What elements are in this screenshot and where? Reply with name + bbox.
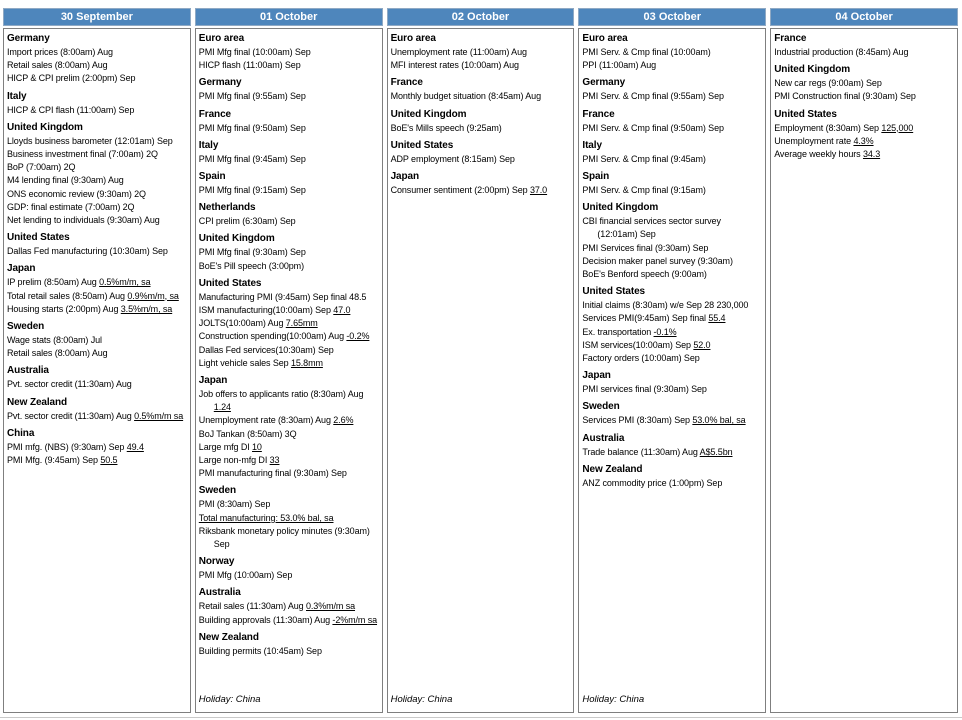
country-heading: United Kingdom xyxy=(198,233,275,245)
event-item: Unemployment rate (8:30am) Aug 2.6% xyxy=(198,415,354,426)
country-group xyxy=(7,320,188,360)
country-heading: Japan xyxy=(582,370,611,382)
country-group xyxy=(7,364,188,391)
day-body-2 xyxy=(387,28,575,713)
event-item: Building permits (10:45am) Sep xyxy=(198,645,322,656)
country-heading: United States xyxy=(390,139,454,151)
country-heading: Norway xyxy=(198,556,235,568)
country-heading: Australia xyxy=(582,432,625,444)
country-heading: United States xyxy=(198,277,262,289)
event-item: JOLTS(10:00am) Aug 7.65mm xyxy=(198,318,318,329)
country-heading: United Kingdom xyxy=(7,121,83,133)
country-heading: Japan xyxy=(7,263,36,275)
event-item: Initial claims (8:30am) w/e Sep 28 230,000 xyxy=(582,300,749,311)
country-group xyxy=(391,32,572,72)
country-group xyxy=(199,374,380,480)
event-item: Business investment final (7:00am) 2Q xyxy=(7,149,158,160)
country-group xyxy=(7,396,188,423)
day-header-3: 03 October xyxy=(578,8,766,26)
country-group xyxy=(199,586,380,626)
event-item: Total retail sales (8:50am) Aug 0.9%m/m, sa xyxy=(7,290,179,301)
event-value: 53.0% bal, sa xyxy=(692,415,746,426)
event-value: 47.0 xyxy=(333,305,351,316)
event-item: PMI services final (9:30am) Sep xyxy=(582,384,707,395)
country-group xyxy=(582,108,763,135)
event-item: Job offers to applicants ratio (8:30am) Aug 1.24 xyxy=(198,389,364,413)
country-heading: Germany xyxy=(198,77,242,89)
event-item: PMI Mfg (10:00am) Sep xyxy=(198,570,293,581)
event-value: 33 xyxy=(269,455,280,466)
country-heading: United Kingdom xyxy=(390,108,467,120)
country-group xyxy=(391,76,572,103)
country-group xyxy=(7,32,188,86)
event-item: Lloyds business barometer (12:01am) Sep xyxy=(7,135,173,146)
day-body-4 xyxy=(770,28,958,713)
country-heading: Netherlands xyxy=(198,202,256,214)
country-group xyxy=(199,108,380,135)
country-heading: Euro area xyxy=(582,33,628,44)
event-item: Trade balance (11:30am) Aug A$5.5bn xyxy=(582,446,733,457)
event-item: Retail sales (8:00am) Aug xyxy=(7,348,108,359)
event-item: PMI (8:30am) Sep xyxy=(198,499,271,510)
day-body-0 xyxy=(3,28,191,713)
country-group xyxy=(199,484,380,551)
holiday-note: Holiday: China xyxy=(390,694,453,705)
event-item: Employment (8:30am) Sep 125,000 xyxy=(774,122,914,133)
event-item: PMI manufacturing final (9:30am) Sep xyxy=(198,468,347,479)
event-value: 55.4 xyxy=(708,313,726,324)
event-item: Ex. transportation -0.1% xyxy=(582,326,677,337)
country-heading: Japan xyxy=(198,375,228,387)
event-item: PMI Serv. & Cmp final (9:50am) Sep xyxy=(582,122,724,133)
event-value: 15.8mm xyxy=(290,357,323,368)
event-value: 125,000 xyxy=(881,122,914,133)
event-item: Industrial production (8:45am) Aug xyxy=(774,47,909,57)
event-value: 0.3%m/m sa xyxy=(306,601,356,612)
event-item: CBI financial services sector survey (12:01am) Sep xyxy=(582,216,721,240)
event-value: 50.5 xyxy=(100,455,118,466)
country-group xyxy=(582,285,763,365)
country-heading: Japan xyxy=(390,171,419,183)
event-item: Services PMI(9:45am) Sep final 55.4 xyxy=(582,313,726,324)
event-value: 34.3 xyxy=(862,149,881,160)
event-value: 0.5%m/m sa xyxy=(134,410,184,421)
event-item: Pvt. sector credit (11:30am) Aug xyxy=(7,379,132,390)
event-item: Monthly budget situation (8:45am) Aug xyxy=(390,91,541,102)
country-group xyxy=(774,63,955,103)
country-group xyxy=(199,277,380,370)
event-item: PMI mfg. (NBS) (9:30am) Sep 49.4 xyxy=(7,441,144,452)
country-heading: China xyxy=(7,427,35,439)
event-item: Retail sales (11:30am) Aug 0.3%m/m sa xyxy=(198,601,356,612)
country-heading: Australia xyxy=(7,365,49,377)
event-item: ANZ commodity price (1:00pm) Sep xyxy=(582,477,723,488)
event-item: PMI Mfg final (9:50am) Sep xyxy=(198,122,306,133)
country-heading: New Zealand xyxy=(7,396,68,408)
event-item: BoE's Mills speech (9:25am) xyxy=(390,122,502,133)
event-value: A$5.5bn xyxy=(699,446,733,457)
event-item: PMI Mfg final (9:30am) Sep xyxy=(198,247,306,258)
event-value: 0.5%m/m, sa xyxy=(99,277,151,288)
day-column-1 xyxy=(195,8,383,713)
country-heading: Germany xyxy=(7,33,50,44)
event-item: Factory orders (10:00am) Sep xyxy=(582,353,700,364)
country-heading: New Zealand xyxy=(198,631,259,643)
event-item: Dallas Fed services(10:30am) Sep xyxy=(198,344,334,355)
country-group xyxy=(7,427,188,467)
country-heading: Italy xyxy=(198,139,219,151)
event-item: PMI Mfg. (9:45am) Sep 50.5 xyxy=(7,455,118,466)
event-item: BoP (7:00am) 2Q xyxy=(7,162,76,173)
event-item: PMI Construction final (9:30am) Sep xyxy=(774,91,916,102)
country-group xyxy=(7,90,188,117)
day-header-2: 02 October xyxy=(387,8,575,26)
event-item: Housing starts (2:00pm) Aug 3.5%m/m, sa xyxy=(7,303,173,314)
event-value: Total manufacturing: 53.0% bal, sa xyxy=(198,512,334,523)
country-group xyxy=(582,32,763,72)
event-item: IP prelim (8:50am) Aug 0.5%m/m, sa xyxy=(7,277,151,288)
day-body-1 xyxy=(195,28,383,713)
day-column-2 xyxy=(387,8,575,713)
country-heading: United States xyxy=(774,108,837,120)
day-header-1: 01 October xyxy=(195,8,383,26)
country-heading: France xyxy=(390,77,423,89)
event-value: -2%m/m sa xyxy=(332,614,378,625)
event-item: Light vehicle sales Sep 15.8mm xyxy=(198,357,323,368)
economic-calendar xyxy=(3,8,958,713)
event-value: 1.24 xyxy=(213,402,231,413)
event-item: PMI Mfg final (9:45am) Sep xyxy=(198,153,306,164)
country-heading: United States xyxy=(7,232,70,244)
day-body-3 xyxy=(578,28,766,713)
event-item: M4 lending final (9:30am) Aug xyxy=(7,175,124,186)
event-item: Large non-mfg DI 33 xyxy=(198,455,280,466)
event-item: Decision maker panel survey (9:30am) xyxy=(582,255,733,266)
event-item: BoE's Benford speech (9:00am) xyxy=(582,269,707,280)
country-group xyxy=(582,400,763,427)
event-item: PMI Serv. & Cmp final (10:00am) xyxy=(582,47,711,57)
day-header-0: 30 September xyxy=(3,8,191,26)
event-item: Construction spending(10:00am) Aug -0.2% xyxy=(198,331,370,342)
event-value: 3.5%m/m, sa xyxy=(120,303,173,314)
event-item: ISM manufacturing(10:00am) Sep 47.0 xyxy=(198,305,351,316)
event-item: HICP & CPI prelim (2:00pm) Sep xyxy=(7,73,136,84)
country-group xyxy=(7,262,188,316)
country-heading: France xyxy=(582,108,615,120)
event-value: 52.0 xyxy=(693,339,711,350)
event-item: ISM services(10:00am) Sep 52.0 xyxy=(582,339,711,350)
country-group xyxy=(391,170,572,197)
country-group xyxy=(199,139,380,166)
country-heading: Spain xyxy=(582,171,610,183)
day-column-4 xyxy=(770,8,958,713)
event-value: -0.1% xyxy=(653,326,677,337)
country-group xyxy=(582,76,763,103)
country-heading: France xyxy=(198,108,231,120)
country-heading: Australia xyxy=(198,587,241,599)
country-group xyxy=(391,139,572,166)
country-group xyxy=(582,139,763,166)
event-item xyxy=(199,512,380,525)
country-group xyxy=(7,121,188,227)
event-item: BoE's Pill speech (3:00pm) xyxy=(198,260,304,271)
bottom-divider xyxy=(0,717,962,718)
day-column-0 xyxy=(3,8,191,713)
country-group xyxy=(199,201,380,228)
event-item: PMI Mfg final (9:15am) Sep xyxy=(198,185,306,196)
event-item: Dallas Fed manufacturing (10:30am) Sep xyxy=(7,246,168,257)
country-heading: Sweden xyxy=(7,321,45,333)
country-heading: Germany xyxy=(582,77,626,89)
country-group xyxy=(199,32,380,72)
event-value: 7.65mm xyxy=(285,318,318,329)
country-heading: Italy xyxy=(7,90,27,102)
event-value: -0.2% xyxy=(346,331,370,342)
country-group xyxy=(199,555,380,582)
day-header-4: 04 October xyxy=(770,8,958,26)
country-group xyxy=(199,76,380,103)
event-item: Average weekly hours 34.3 xyxy=(774,149,881,160)
holiday-note: Holiday: China xyxy=(198,694,261,705)
country-group xyxy=(582,463,763,490)
country-heading: New Zealand xyxy=(582,463,643,475)
event-value: 0.9%m/m, sa xyxy=(127,290,179,301)
country-group xyxy=(774,32,955,59)
event-item: PMI Services final (9:30am) Sep xyxy=(582,242,709,253)
country-group xyxy=(391,108,572,135)
event-item: HICP & CPI flash (11:00am) Sep xyxy=(7,104,135,115)
holiday-note: Holiday: China xyxy=(582,694,645,705)
country-group xyxy=(199,631,380,658)
event-value: 10 xyxy=(252,441,262,452)
country-heading: Sweden xyxy=(582,401,620,413)
country-group xyxy=(582,170,763,197)
event-item: Unemployment rate 4.3% xyxy=(774,135,874,146)
event-item: PMI Serv. & Cmp final (9:45am) xyxy=(582,153,706,164)
event-item: ONS economic review (9:30am) 2Q xyxy=(7,188,146,199)
event-item: Manufacturing PMI (9:45am) Sep final 48.5 xyxy=(198,291,367,302)
event-item: Wage stats (8:00am) Jul xyxy=(7,335,102,346)
event-item: Services PMI (8:30am) Sep 53.0% bal, sa xyxy=(582,415,746,426)
country-group xyxy=(774,108,955,162)
country-heading: Sweden xyxy=(198,485,236,497)
event-item: HICP flash (11:00am) Sep xyxy=(198,60,301,71)
event-value: 4.3% xyxy=(853,135,874,146)
country-heading: United Kingdom xyxy=(774,64,850,76)
event-value: 49.4 xyxy=(126,441,144,452)
event-item: New car regs (9:00am) Sep xyxy=(774,78,882,89)
country-heading: France xyxy=(774,33,807,44)
country-group xyxy=(7,231,188,258)
country-group xyxy=(199,170,380,197)
event-item: Net lending to individuals (9:30am) Aug xyxy=(7,215,160,226)
country-group xyxy=(582,369,763,396)
event-item: PMI Mfg final (10:00am) Sep xyxy=(198,47,311,57)
event-item: Large mfg DI 10 xyxy=(198,441,262,452)
event-item: Consumer sentiment (2:00pm) Sep 37.0 xyxy=(390,185,548,196)
country-heading: Euro area xyxy=(390,33,436,44)
event-value: 2.6% xyxy=(333,415,354,426)
country-heading: Euro area xyxy=(198,33,245,44)
country-heading: Spain xyxy=(198,171,226,183)
event-item: Building approvals (11:30am) Aug -2%m/m sa xyxy=(198,614,378,625)
country-group xyxy=(199,232,380,272)
event-item: Import prices (8:00am) Aug xyxy=(7,47,113,57)
event-item: Pvt. sector credit (11:30am) Aug 0.5%m/m sa xyxy=(7,410,184,421)
event-item: MFI interest rates (10:00am) Aug xyxy=(390,60,519,71)
event-item: Retail sales (8:00am) Aug xyxy=(7,60,108,71)
event-item: CPI prelim (6:30am) Sep xyxy=(198,216,296,227)
event-item: GDP: final estimate (7:00am) 2Q xyxy=(7,201,135,212)
event-item: ADP employment (8:15am) Sep xyxy=(390,153,515,164)
day-column-3 xyxy=(578,8,766,713)
event-item: BoJ Tankan (8:50am) 3Q xyxy=(198,428,297,439)
country-group xyxy=(582,201,763,281)
event-value: 37.0 xyxy=(529,185,548,196)
country-heading: United Kingdom xyxy=(582,202,659,214)
event-item: Unemployment rate (11:00am) Aug xyxy=(390,47,527,57)
event-item: PPI (11:00am) Aug xyxy=(582,60,657,71)
event-item: PMI Serv. & Cmp final (9:15am) xyxy=(582,185,706,196)
event-item: Riksbank monetary policy minutes (9:30am) Sep xyxy=(198,525,370,550)
country-heading: United States xyxy=(582,286,645,298)
country-group xyxy=(582,432,763,459)
country-heading: Italy xyxy=(582,139,602,151)
event-item: PMI Serv. & Cmp final (9:55am) Sep xyxy=(582,91,724,102)
event-item: PMI Mfg final (9:55am) Sep xyxy=(198,91,306,102)
